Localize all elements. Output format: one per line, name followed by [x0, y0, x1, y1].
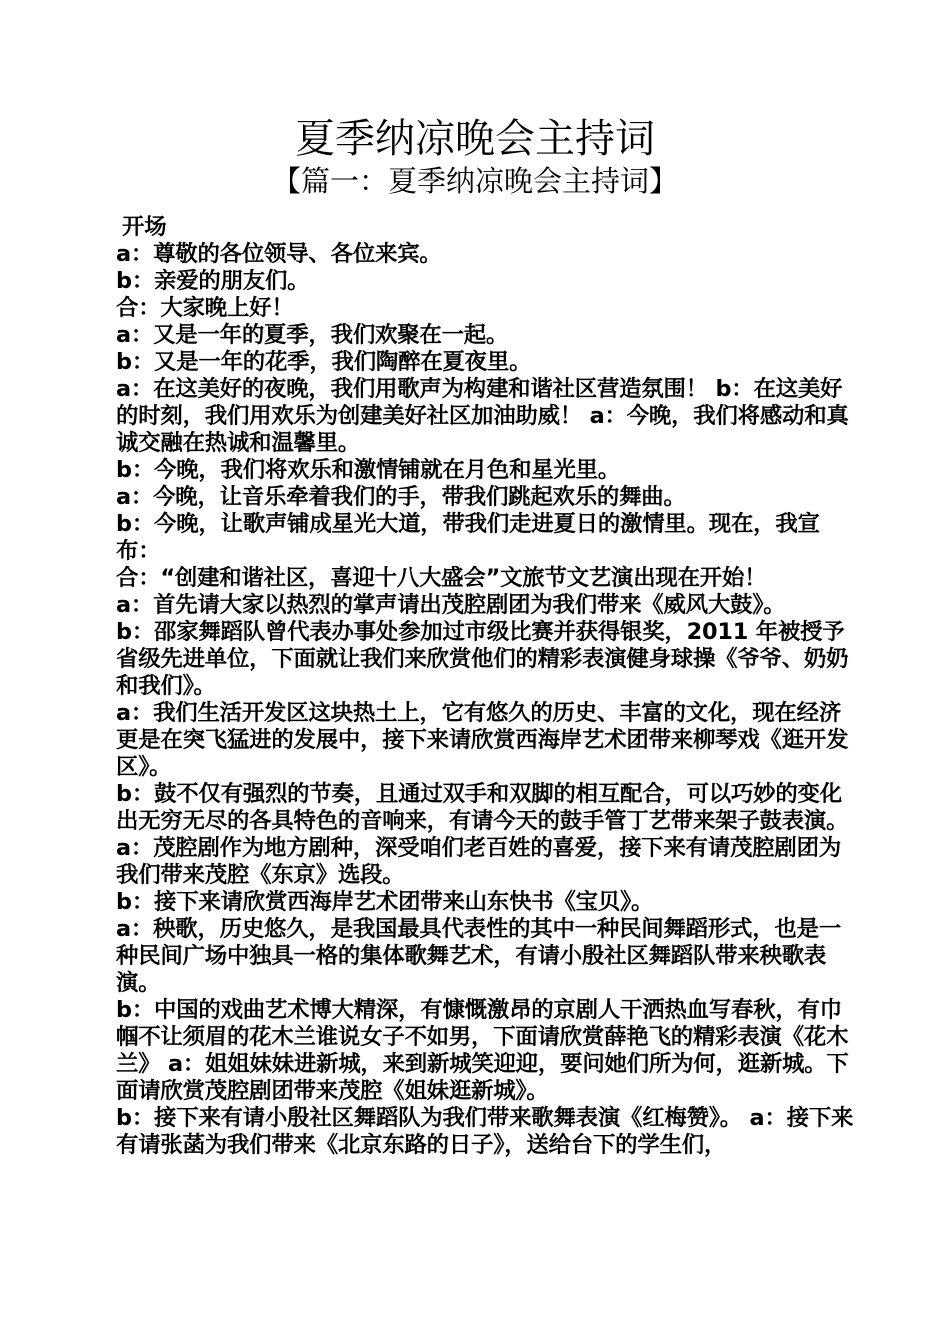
paragraph: b：亲爱的朋友们。	[116, 268, 310, 294]
document-subtitle: 【篇一：夏季纳凉晚会主持词】	[271, 164, 678, 198]
paragraph: a：在这美好的夜晚，我们用歌声为构建和谐社区营造氛围！ b：在这美好的时刻，我们用欢乐为创建美好社区加油助威！ a：今晚，我们将感动和真诚交融在热诚和温馨里。	[116, 376, 849, 456]
paragraph: a：秧歌，历史悠久，是我国最具代表性的其中一种民间舞蹈形式，也是一种民间广场中独具一格的集体歌舞艺术，有请小殷社区舞蹈队带来秧歌表演。	[116, 916, 842, 996]
paragraph: b：鼓不仅有强烈的节奏，且通过双手和双脚的相互配合，可以巧妙的变化出无穷无尽的各具特色的音响来，有请今天的鼓手管丁艺带来架子鼓表演。	[116, 781, 849, 834]
paragraph: a：今晚，让音乐牵着我们的手，带我们跳起欢乐的舞曲。	[116, 484, 686, 510]
paragraph: a：我们生活开发区这块热土上，它有悠久的历史、丰富的文化，现在经济更是在突飞猛进的发展中，接下来请欣赏西海岸艺术团带来柳琴戏《逛开发区》。	[116, 700, 849, 780]
paragraph: a：首先请大家以热烈的掌声请出茂腔剧团为我们带来《威风大鼓》。	[116, 592, 786, 618]
paragraph: 合：大家晚上好！	[116, 295, 294, 321]
document-body	[116, 214, 854, 1159]
paragraph: a：茂腔剧作为地方剧种，深受咱们老百姓的喜爱，接下来有请茂腔剧团为我们带来茂腔《东京》选段。	[116, 835, 842, 888]
paragraph: b：今晚，我们将欢乐和激情铺就在月色和星光里。	[116, 457, 621, 483]
paragraph: 合：“创建和谐社区，喜迎十八大盛会”文旅节文艺演出现在开始！	[116, 565, 767, 591]
document-title: 夏季纳凉晚会主持词	[295, 116, 655, 162]
paragraph: a：尊敬的各位领导、各位来宾。	[116, 241, 442, 267]
paragraph: b：中国的戏曲艺术博大精深，有慷慨激昂的京剧人干洒热血写春秋，有巾帼不让须眉的花木兰谁说女子不如男，下面请欣赏薛艳飞的精彩表演《花木兰》 a：姐姐妹妹进新城，来到新城笑迎迎，要问她们所为何，逛新城。下面请欣赏茂腔剧团带来茂腔《姐妹逛新城》。	[116, 997, 849, 1104]
paragraph: b：邵家舞蹈队曾代表办事处参加过市级比赛并获得银奖，2011 年被授予省级先进单位，下面就让我们来欣赏他们的精彩表演健身球操《爷爷、奶奶和我们》。	[116, 619, 849, 699]
paragraph: b：又是一年的花季，我们陶醉在夏夜里。	[116, 349, 532, 375]
paragraph: b：今晚，让歌声铺成星光大道，带我们走进夏日的激情里。现在，我宣布：	[116, 511, 820, 564]
paragraph: b：接下来有请小殷社区舞蹈队为我们带来歌舞表演《红梅赞》。 a：接下来有请张菡为我们带来《北京东路的日子》，送给台下的学生们，	[116, 1105, 854, 1158]
paragraph: a：又是一年的夏季，我们欢聚在一起。	[116, 322, 509, 348]
paragraph-opening: 开场	[122, 214, 167, 240]
paragraph: b：接下来请欣赏西海岸艺术团带来山东快书《宝贝》。	[116, 889, 654, 915]
